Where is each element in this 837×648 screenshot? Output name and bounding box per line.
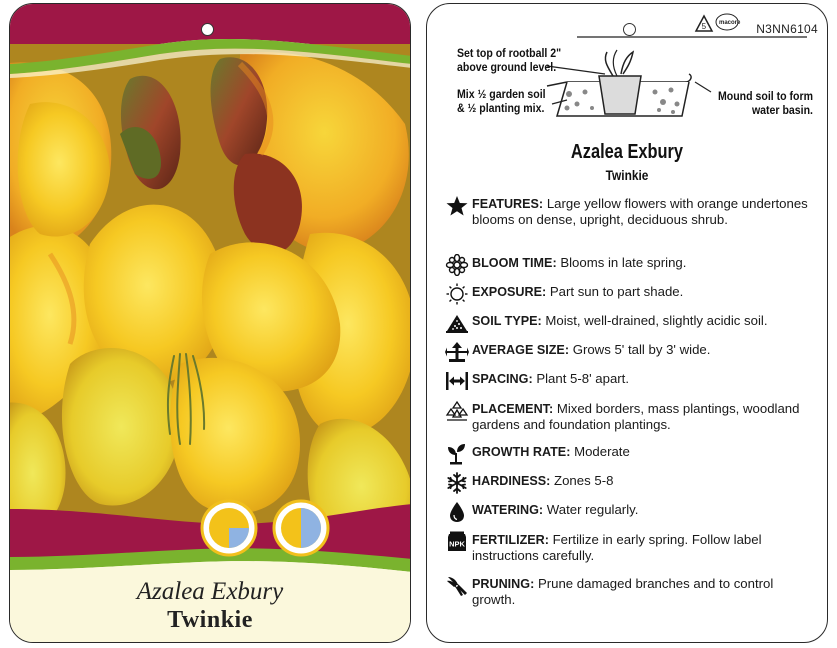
brand-mark: macore (719, 20, 741, 26)
attr-label: FEATURES: (472, 197, 544, 211)
part-sun-icon (202, 501, 256, 555)
attr-value: Zones 5-8 (554, 473, 614, 488)
attr-value: Prune damaged branches and to control growth. (472, 576, 774, 607)
attr-value: Plant 5-8' apart. (536, 371, 629, 386)
attr-label: SOIL TYPE: (472, 314, 542, 328)
back-tag (426, 3, 828, 643)
rootball-instruction-line1: Set top of rootball 2" (457, 46, 562, 60)
attr-label: EXPOSURE: (472, 285, 547, 299)
soil-mix-instruction (457, 87, 546, 115)
attr-label: SPACING: (472, 372, 533, 386)
soil-mix-instruction-line2: & ½ planting mix. (457, 101, 545, 115)
front-tag (9, 3, 411, 643)
water-basin-instruction (718, 89, 813, 117)
attr-label: WATERING: (472, 503, 544, 517)
attr-label: PRUNING: (472, 577, 535, 591)
attr-label: GROWTH RATE: (472, 445, 571, 459)
attr-label: PLACEMENT: (472, 402, 554, 416)
star-icon (445, 195, 469, 217)
back-subtitle: Twinkie (605, 167, 649, 183)
attr-label: FERTILIZER: (472, 533, 549, 547)
attr-value: Fertilize in early spring. Follow label instructions carefully. (472, 532, 762, 563)
water-basin-instruction-line1: Mound soil to form (717, 89, 813, 103)
soil-icon (445, 312, 469, 334)
attr-label: HARDINESS: (472, 474, 551, 488)
product-code: N3NN6104 (756, 22, 818, 36)
water-drop-icon (445, 501, 469, 523)
attr-label: AVERAGE SIZE: (472, 343, 570, 357)
size-icon (445, 341, 469, 363)
spacing-icon (445, 370, 469, 392)
part-shade-icon (274, 501, 328, 555)
attr-value: Blooms in late spring. (560, 255, 687, 270)
attr-label: BLOOM TIME: (472, 256, 557, 270)
attr-value: Water regularly. (546, 502, 639, 517)
attr-value: Mixed borders, mass plantings, woodland gardens and foundation plantings. (472, 401, 800, 432)
attr-value: Grows 5' tall by 3' wide. (572, 342, 711, 357)
recycle-number: 5 (701, 22, 707, 31)
back-title: Azalea Exbury (570, 141, 684, 163)
growth-icon (445, 443, 469, 465)
rootball-instruction-line2: above ground level. (457, 60, 557, 74)
front-artwork (10, 4, 411, 643)
hang-hole (201, 23, 214, 36)
svg-text:NPK: NPK (449, 539, 465, 549)
attr-value: Moist, well-drained, slightly acidic soil. (545, 313, 768, 328)
attr-value: Moderate (574, 444, 630, 459)
snowflake-icon (445, 472, 469, 494)
attr-value: Part sun to part shade. (549, 284, 684, 299)
attr-value: Large yellow flowers with orange undertones blooms on dense, upright, deciduous shrub. (472, 196, 808, 227)
soil-mix-instruction-line1: Mix ½ garden soil (457, 87, 546, 101)
rootball-instruction (457, 46, 561, 74)
water-basin-instruction-line2: water basin. (751, 103, 813, 117)
pruners-icon (445, 575, 469, 597)
front-genus-name: Azalea Exbury (136, 578, 284, 605)
npk-icon (445, 531, 469, 553)
front-cultivar-name: Twinkie (167, 607, 253, 633)
flower-icon (445, 254, 469, 276)
sun-icon (445, 283, 469, 305)
placement-icon (445, 400, 469, 422)
